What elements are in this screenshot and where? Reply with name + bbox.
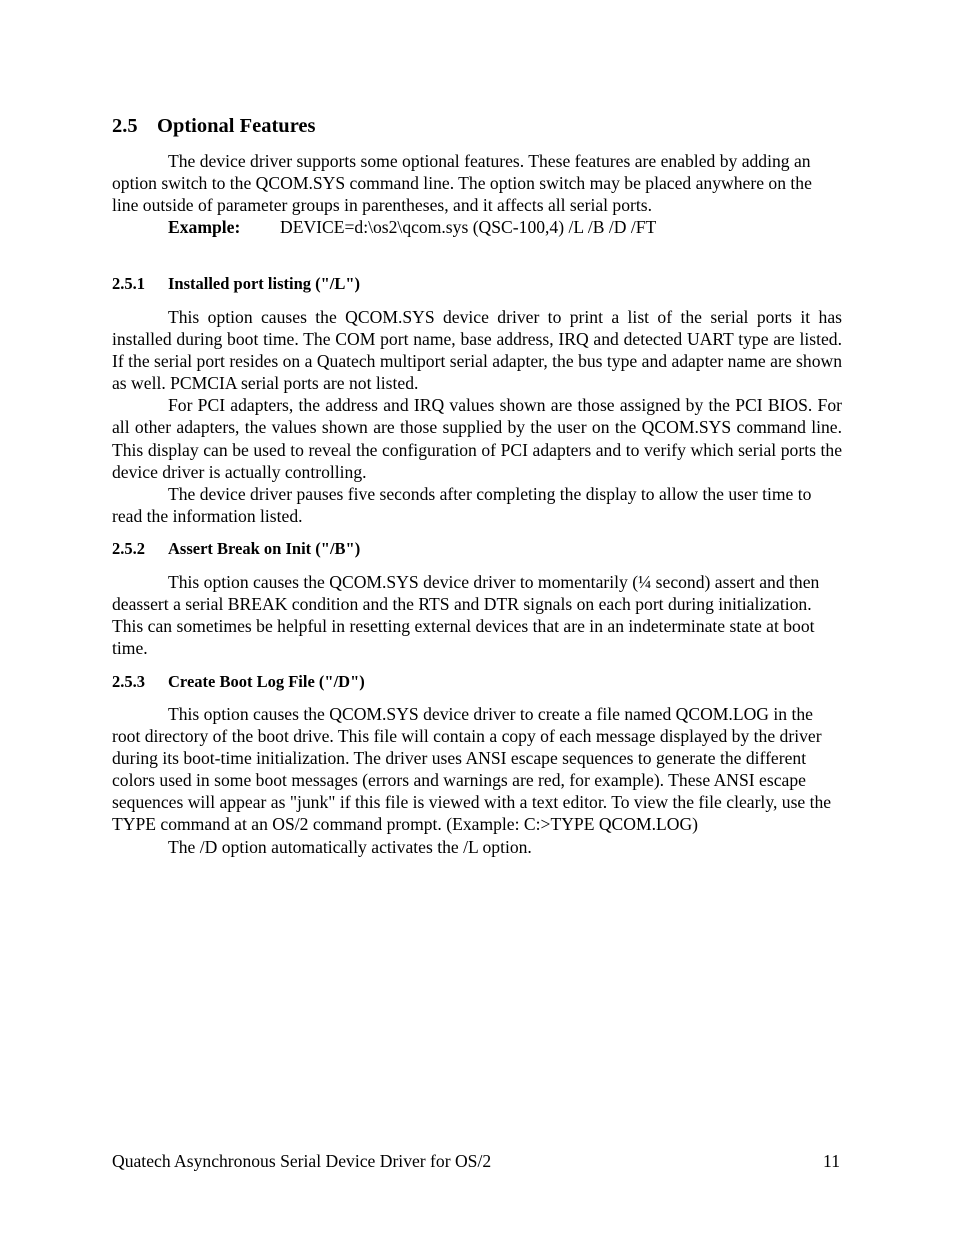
section-heading xyxy=(112,113,316,139)
example-value: DEVICE=d:\os2\qcom.sys (QSC-100,4) /L /B /D /FT xyxy=(280,217,657,237)
example-label: Example: xyxy=(168,217,241,237)
paragraph: This option causes the QCOM.SYS device driver to create a file named QCOM.LOG in the root directory of the boot drive. This file will contain a copy of each message displayed by the driver during its boot-time initialization. The driver uses ANSI escape sequences to generate the different colors used in some boot messages (errors and warnings are red, for example). These ANSI escape sequences will appear as "junk" if this file is viewed with a text editor. To view the file clearly, use the TYPE command at an OS/2 command prompt. (Example: C:>TYPE QCOM.LOG) xyxy=(112,704,832,835)
section-intro xyxy=(112,150,842,216)
subsection-title: Installed port listing ("/L") xyxy=(168,274,361,293)
footer-title: Quatech Asynchronous Serial Device Driver for OS/2 xyxy=(112,1151,492,1171)
paragraph: This option causes the QCOM.SYS device driver to print a list of the serial ports it has installed during boot time. The COM port name, base address, IRQ and detected UART type are listed. If the serial port resides on a Quatech multiport serial adapter, the bus type and adapter name are shown as well. PCMCIA serial ports are not listed. xyxy=(112,307,842,394)
subsection-heading-2-5-1 xyxy=(112,273,360,295)
section-title: Optional Features xyxy=(157,115,316,137)
subsection-title: Assert Break on Init ("/B") xyxy=(168,539,361,558)
example-line xyxy=(168,216,656,238)
subsection-heading-2-5-2 xyxy=(112,538,360,560)
subsection-title: Create Boot Log File ("/D") xyxy=(168,672,365,691)
paragraph: The /D option automatically activates the /L option. xyxy=(168,836,532,857)
subsection-body-2-5-1 xyxy=(112,306,842,527)
paragraph: For PCI adapters, the address and IRQ values shown are those assigned by the PCI BIOS. For all other adapters, the values shown are those supplied by the user on the QCOM.SYS command line. This display can be used to reveal the configuration of PCI adapters and to verify which serial ports the device driver is actually controlling. xyxy=(112,395,842,482)
page-number: 11 xyxy=(823,1151,840,1171)
subsection-number: 2.5.3 xyxy=(112,672,145,691)
subsection-number: 2.5.2 xyxy=(112,539,145,558)
section-number: 2.5 xyxy=(112,115,138,137)
subsection-body-2-5-2 xyxy=(112,571,842,659)
paragraph: This option causes the QCOM.SYS device driver to momentarily (¼ second) assert and then deassert a serial BREAK condition and the RTS and DTR signals on each port during initialization. This can sometimes be helpful in resetting external devices that are in an indeterminate state at boot time. xyxy=(112,572,820,659)
section-paragraph: The device driver supports some optional features. These features are enabled by adding an option switch to the QCOM.SYS command line. The option switch may be placed anywhere on the line outside of parameter groups in parentheses, and it affects all serial ports. xyxy=(112,151,812,216)
paragraph: The device driver pauses five seconds after completing the display to allow the user time to read the information listed. xyxy=(112,483,812,526)
subsection-number: 2.5.1 xyxy=(112,274,145,293)
subsection-body-2-5-3 xyxy=(112,703,842,858)
subsection-heading-2-5-3 xyxy=(112,671,365,693)
